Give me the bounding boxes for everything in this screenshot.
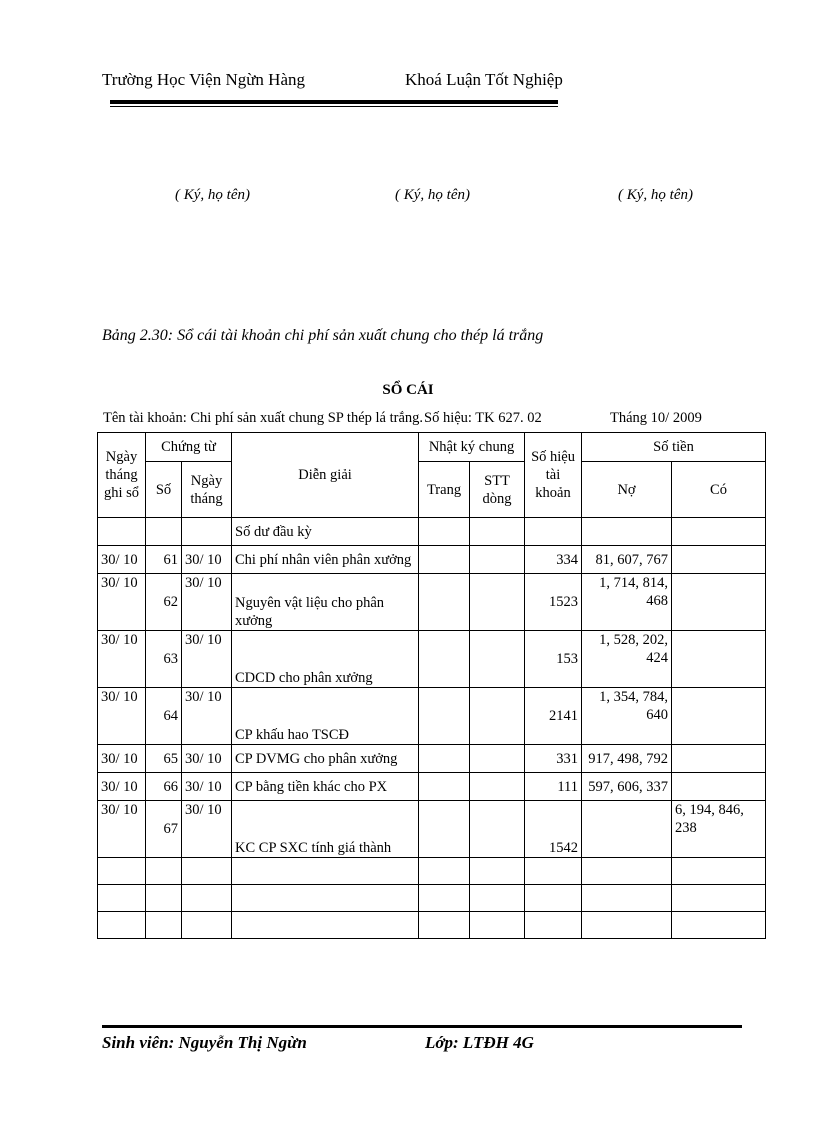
row-vdate: 30/ 10 — [182, 773, 232, 801]
col-debit: Nợ — [582, 462, 672, 518]
col-voucher-no: Số — [146, 462, 182, 518]
col-page: Trang — [419, 462, 470, 518]
row-vdate: 30/ 10 — [182, 574, 232, 631]
ledger-title: SỔ CÁI — [382, 382, 434, 398]
col-credit: Có — [672, 462, 766, 518]
header-title: Khoá Luận Tốt Nghiệp — [405, 70, 563, 89]
row-no: 63 — [146, 631, 182, 688]
row-no: 67 — [146, 801, 182, 858]
row-debit: 597, 606, 337 — [582, 773, 672, 801]
col-contra-account: Số hiệu tài khoản — [525, 433, 582, 518]
table-row — [98, 631, 766, 688]
col-journal: Nhật ký chung — [419, 433, 525, 462]
row-credit — [672, 546, 766, 574]
table-row — [98, 773, 766, 801]
row-acct: 2141 — [525, 688, 582, 745]
col-date-recorded: Ngày tháng ghi sổ — [98, 433, 146, 518]
col-voucher: Chứng từ — [146, 433, 232, 462]
footer-student: Sinh viên: Nguyễn Thị Ngừn — [102, 1033, 307, 1052]
row-vdate: 30/ 10 — [182, 546, 232, 574]
row-acct: 331 — [525, 745, 582, 773]
row-desc: Nguyên vật liệu cho phân xưởng — [232, 574, 419, 631]
signature-1: ( Ký, họ tên) — [175, 187, 250, 203]
empty-row — [98, 858, 766, 885]
header-rule-thin — [110, 106, 558, 107]
row-no: 65 — [146, 745, 182, 773]
table-caption: Bảng 2.30: Sổ cái tài khoản chi phí sản xuất chung cho thép lá trắng — [102, 327, 544, 344]
footer-rule — [102, 1025, 742, 1028]
row-date: 30/ 10 — [98, 688, 146, 745]
empty-row — [98, 912, 766, 939]
row-desc: CDCD cho phân xưởng — [232, 631, 419, 688]
row-acct: 334 — [525, 546, 582, 574]
row-date: 30/ 10 — [98, 773, 146, 801]
col-line: STT dòng — [470, 462, 525, 518]
row-debit: 1, 528, 202, 424 — [582, 631, 672, 688]
table-row — [98, 546, 766, 574]
row-date: 30/ 10 — [98, 745, 146, 773]
ledger-month: Tháng 10/ 2009 — [610, 410, 702, 426]
header-rule — [110, 100, 558, 104]
col-amount: Số tiền — [582, 433, 766, 462]
signature-2: ( Ký, họ tên) — [395, 187, 470, 203]
row-date: 30/ 10 — [98, 574, 146, 631]
row-debit: 1, 354, 784, 640 — [582, 688, 672, 745]
row-desc: Chi phí nhân viên phân xưởng — [232, 546, 419, 574]
row-no: 61 — [146, 546, 182, 574]
row-credit — [672, 688, 766, 745]
ledger-table — [97, 432, 766, 939]
row-vdate: 30/ 10 — [182, 631, 232, 688]
row-desc: CP bằng tiền khác cho PX — [232, 773, 419, 801]
opening-balance-label: Số dư đầu kỳ — [232, 518, 419, 546]
header-school: Trường Học Viện Ngừn Hàng — [102, 70, 306, 89]
account-code: Số hiệu: TK 627. 02 — [424, 410, 542, 426]
row-credit — [672, 745, 766, 773]
row-acct: 1523 — [525, 574, 582, 631]
row-date: 30/ 10 — [98, 801, 146, 858]
row-credit — [672, 773, 766, 801]
row-credit: 6, 194, 846, 238 — [672, 801, 766, 858]
account-name: Tên tài khoản: Chi phí sản xuất chung SP thép lá trắng. — [103, 410, 424, 426]
signature-3: ( Ký, họ tên) — [618, 187, 693, 203]
row-debit: 81, 607, 767 — [582, 546, 672, 574]
row-acct: 111 — [525, 773, 582, 801]
row-debit: 1, 714, 814, 468 — [582, 574, 672, 631]
row-vdate: 30/ 10 — [182, 745, 232, 773]
row-no: 62 — [146, 574, 182, 631]
row-desc: KC CP SXC tính giá thành — [232, 801, 419, 858]
row-no: 64 — [146, 688, 182, 745]
table-row — [98, 688, 766, 745]
row-desc: CP DVMG cho phân xưởng — [232, 745, 419, 773]
row-credit — [672, 574, 766, 631]
table-row — [98, 801, 766, 858]
empty-row — [98, 885, 766, 912]
row-desc: CP khấu hao TSCĐ — [232, 688, 419, 745]
table-row — [98, 574, 766, 631]
row-acct: 1542 — [525, 801, 582, 858]
row-debit: 917, 498, 792 — [582, 745, 672, 773]
row-vdate: 30/ 10 — [182, 801, 232, 858]
footer-class: Lớp: LTĐH 4G — [425, 1033, 534, 1052]
row-vdate: 30/ 10 — [182, 688, 232, 745]
row-date: 30/ 10 — [98, 631, 146, 688]
row-debit — [582, 801, 672, 858]
table-row — [98, 745, 766, 773]
row-credit — [672, 631, 766, 688]
row-acct: 153 — [525, 631, 582, 688]
col-voucher-date: Ngày tháng — [182, 462, 232, 518]
row-no: 66 — [146, 773, 182, 801]
col-description: Diễn giải — [232, 433, 419, 518]
row-date: 30/ 10 — [98, 546, 146, 574]
